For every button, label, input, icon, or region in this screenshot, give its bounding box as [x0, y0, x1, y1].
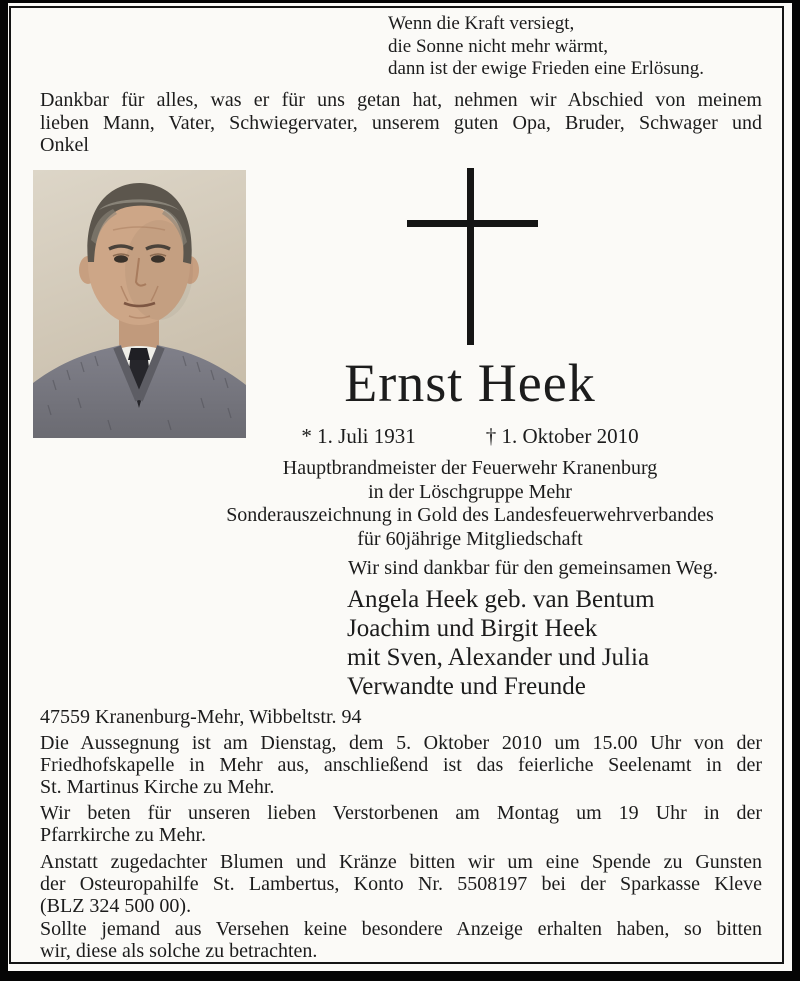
text-line: St. Martinus Kirche zu Mehr.	[40, 776, 275, 798]
text-line: in der Löschgruppe Mehr	[368, 480, 572, 503]
text-line: Pfarrkirche zu Mehr.	[40, 824, 207, 846]
frame-border-top	[0, 0, 800, 3]
text-line: Sonderauszeichnung in Gold des Landesfeuerwehrverbandes	[226, 504, 714, 526]
text-line: wir, diese als solche zu betrachten.	[40, 940, 318, 962]
text-line: für 60jährige Mitgliedschaft	[357, 527, 583, 550]
text-line: lieben Mann, Vater, Schwiegervater, unserem guten Opa, Bruder, Schwager und	[40, 111, 762, 134]
gratitude-line: Wir sind dankbar für den gemeinsamen Weg.	[348, 557, 719, 579]
text-line: mit Sven, Alexander und Julia	[347, 644, 650, 671]
honors-block	[170, 457, 770, 551]
text-line: Dankbar für alles, was er für uns getan hat, nehmen wir Abschied von meinem	[40, 89, 762, 111]
text-line: Angela Heek geb. van Bentum	[347, 586, 655, 613]
paragraph-hinweis	[40, 918, 762, 962]
text-line: die Sonne nicht mehr wärmt,	[388, 35, 609, 57]
frame-border-right	[792, 0, 800, 981]
cross-icon	[407, 168, 538, 345]
text-line: Friedhofskapelle in Mehr aus, anschließend ist das feierliche Seelenamt in der	[40, 754, 762, 776]
text-line: (BLZ 324 500 00).	[40, 895, 192, 917]
paragraph-aussegnung	[40, 732, 762, 798]
text-line: dann ist der ewige Frieden eine Erlösung.	[388, 58, 705, 79]
address-line: 47559 Kranenburg-Mehr, Wibbeltstr. 94	[40, 706, 362, 728]
text-line: Onkel	[40, 134, 89, 156]
death-date: † 1. Oktober 2010	[485, 424, 639, 448]
cross-icon-horizontal	[407, 220, 538, 227]
portrait-photo	[33, 170, 246, 438]
text-line: Hauptbrandmeister der Feuerwehr Kranenburg	[282, 457, 658, 479]
text-line: Verwandte und Freunde	[347, 673, 586, 700]
text-line: der Osteuropahilfe St. Lambertus, Konto Nr. 5508197 bei der Sparkasse Kleve	[40, 873, 762, 895]
mourners-list	[347, 585, 655, 701]
farewell-paragraph	[40, 89, 762, 157]
life-dates	[240, 424, 700, 449]
deceased-name: Ernst Heek	[344, 353, 596, 413]
paragraph-spende	[40, 851, 762, 917]
text-line: Wir beten für unseren lieben Verstorbenen am Montag um 19 Uhr in der	[40, 802, 762, 824]
text-line: Anstatt zugedachter Blumen und Kränze bitten wir um eine Spende zu Gunsten	[40, 851, 762, 873]
birth-date: * 1. Juli 1931	[301, 424, 416, 448]
opening-verse	[388, 13, 780, 81]
frame-border-bottom	[0, 971, 800, 981]
paragraph-gebet	[40, 802, 762, 846]
text-line: Die Aussegnung ist am Dienstag, dem 5. Oktober 2010 um 15.00 Uhr von der	[40, 732, 762, 754]
frame-border-left	[0, 0, 8, 981]
text-line: Wenn die Kraft versiegt,	[388, 13, 575, 34]
cross-icon-vertical	[467, 168, 474, 345]
text-line: Sollte jemand aus Versehen keine besondere Anzeige erhalten haben, so bitten	[40, 918, 762, 940]
text-line: Joachim und Birgit Heek	[347, 615, 598, 642]
